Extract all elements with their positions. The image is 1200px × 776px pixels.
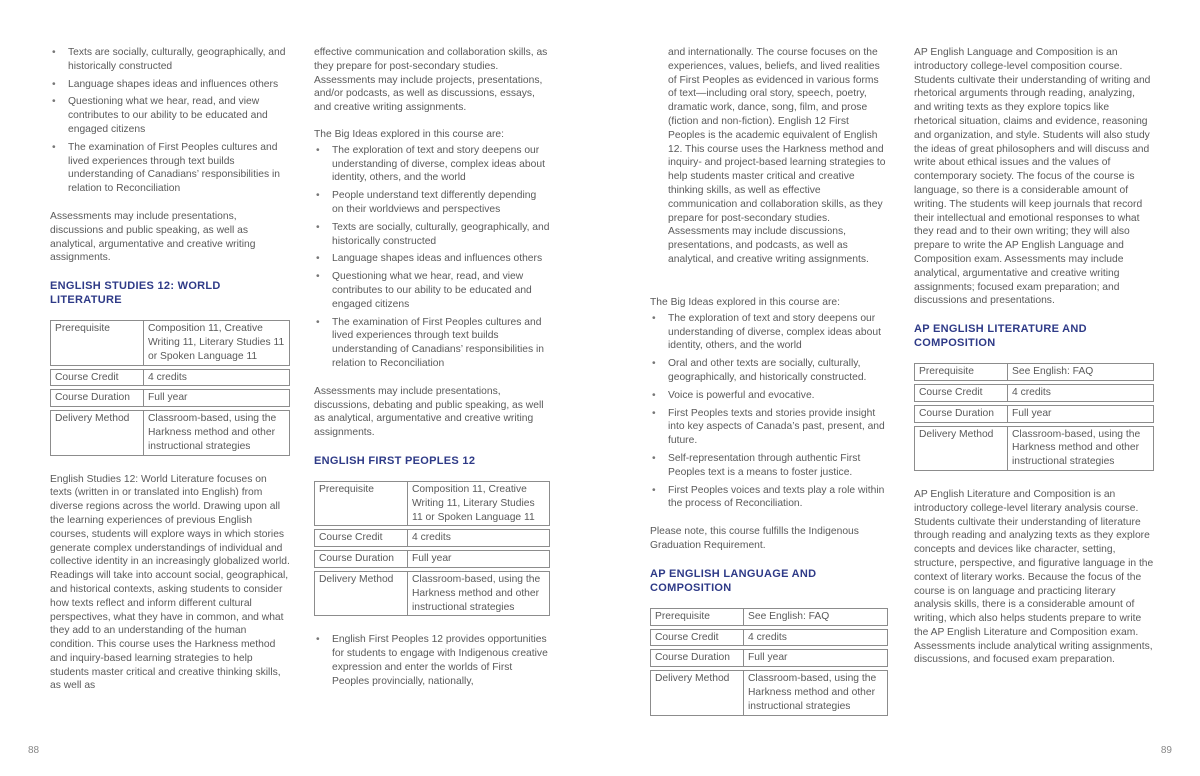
paragraph: effective communication and collaboration skills, as they prepare for post-secondary studies. Assessments may include projects, presentations, and/or podcasts, as well as discussions, essays, and creative writing assignments. [314, 47, 548, 114]
table-row [314, 571, 550, 616]
row-label: Course Credit [314, 529, 407, 547]
table-row [650, 608, 888, 626]
table-row [50, 389, 290, 407]
section-heading: AP ENGLISH LANGUAGE AND COMPOSITION [650, 567, 817, 594]
paragraph: and internationally. The course focuses on the experiences, values, beliefs, and lived realities of First Peoples as evidenced in various forms of text—including oral story, speech, poetry, dramatic work, dance, song, film, and prose (fiction and non-fiction). English 12 First Peoples is the academic equivalent of English 12. This course uses the Harkness method and inquiry- and project-based learning strategies to help students master critical and creative thinking skills, as well as effective communication and collaboration skills, as they prepare for post-secondary studies. Assessments may include discussions, presentations, and podcasts, as well as analytical, and creative writing assignments. [668, 47, 886, 265]
bullet-list [314, 144, 550, 371]
table-row [914, 363, 1154, 381]
column-1 [50, 46, 290, 706]
page-number-left: 88 [28, 745, 40, 756]
table-row [650, 670, 888, 715]
bullet-list [314, 633, 550, 688]
paragraph: Assessments may include presentations, discussions and public speaking, as well as analytical, argumentative and creative writing assignments. [50, 210, 256, 264]
section-heading: ENGLISH FIRST PEOPLES 12 [314, 454, 476, 467]
row-value: Full year [743, 649, 888, 667]
list-item: • Texts are socially, culturally, geographically, and historically constructed [50, 46, 290, 74]
row-label: Delivery Method [914, 426, 1007, 471]
row-label: Prerequisite [914, 363, 1007, 381]
table-row [314, 481, 550, 526]
list-item: • English First Peoples 12 provides opportunities for students to engage with Indigenous creative expression and enter the worlds of First Peoples provincially, nationally, [314, 633, 550, 688]
table-row [650, 649, 888, 667]
row-label: Delivery Method [650, 670, 743, 715]
row-label: Prerequisite [314, 481, 407, 526]
list-item: • Texts are socially, culturally, geographically, and historically constructed [314, 221, 550, 249]
row-label: Delivery Method [314, 571, 407, 616]
row-label: Course Duration [314, 550, 407, 568]
table-row [650, 629, 888, 647]
course-info-table [914, 360, 1154, 474]
list-item: • Oral and other texts are socially, culturally, geographically, and historically constructed. [650, 357, 888, 385]
table-row [914, 426, 1154, 471]
row-value: Full year [1007, 405, 1154, 423]
row-label: Delivery Method [50, 410, 143, 455]
column-2 [314, 46, 550, 702]
row-label: Prerequisite [50, 320, 143, 365]
course-info-table [50, 317, 290, 458]
column-4 [914, 46, 1154, 680]
table-row [50, 320, 290, 365]
paragraph: AP English Language and Composition is an introductory college-level composition course. Students cultivate their understanding of writing and rhetorical arguments through reading, analyzing, and writing texts as they explore topics like rhetorical situation, claims and evidence, reasoning and organization, and style. Students will also study the ideas of great philosophers and will discuss and write about ethical issues and the values of contemporary society. The focus of the course is language, so there is a considerable amount of writing. The students will keep journals that record their intellectual and emotional responses to what they read and to their own writing; they will also prepare to write the AP English Language and Composition exam. Assessments may include analytical, argumentative and creative writing assignments; focused exam preparation; and discussions and presentations. [914, 47, 1151, 307]
paragraph: Assessments may include presentations, discussions, debating and public speaking, as well as analytical, argumentative and creative writing assignments. [314, 385, 544, 439]
row-label: Course Credit [650, 629, 743, 647]
row-value: See English: FAQ [743, 608, 888, 626]
row-value: Full year [143, 389, 290, 407]
table-row [314, 529, 550, 547]
list-item: • Questioning what we hear, read, and view contributes to our ability to be educated and engaged citizens [314, 270, 550, 311]
list-item: • First Peoples texts and stories provide insight into key aspects of Canada’s past, present, and future. [650, 407, 888, 448]
list-item: • People understand text differently depending on their worldviews and perspectives [314, 189, 550, 217]
row-value: 4 credits [143, 369, 290, 387]
paragraph: AP English Literature and Composition is an introductory college-level literary analysis course. Students cultivate their understanding of literature through reading and analyzing texts as they explore concepts and devices like character, setting, structure, perspective, and figurative language in the context of literary works. Because the focus of the course is on language and practicing literary analysis skills, there is a considerable amount of writing, which also helps students prepare to write the AP English Literature and Composition exam. Assessments include analytical writing assignments, discussions, and focused exam preparation. [914, 488, 1154, 666]
row-label: Course Duration [650, 649, 743, 667]
row-value: Classroom-based, using the Harkness method and other instructional strategies [743, 670, 888, 715]
column-3 [650, 46, 888, 280]
row-value: Classroom-based, using the Harkness method and other instructional strategies [1007, 426, 1154, 471]
table-row [50, 410, 290, 455]
row-label: Course Credit [50, 369, 143, 387]
section-heading: ENGLISH STUDIES 12: WORLD LITERATURE [50, 280, 221, 307]
row-value: Composition 11, Creative Writing 11, Literary Studies 11 or Spoken Language 11 [407, 481, 550, 526]
row-value: Classroom-based, using the Harkness method and other instructional strategies [407, 571, 550, 616]
list-item: • The exploration of text and story deepens our understanding of diverse, complex ideas about identity, others, and the world [314, 144, 550, 185]
page-number-right: 89 [1160, 745, 1172, 756]
table-row [914, 384, 1154, 402]
list-item: • Questioning what we hear, read, and view contributes to our ability to be educated and engaged citizens [50, 95, 290, 136]
row-value: Classroom-based, using the Harkness method and other instructional strategies [143, 410, 290, 455]
list-item: • The examination of First Peoples cultures and lived experiences through text builds understanding of Canadians’ responsibilities in relation to Reconciliation [314, 316, 550, 371]
row-label: Prerequisite [650, 608, 743, 626]
list-item: • Self-representation through authentic First Peoples text is a means to foster justice. [650, 452, 888, 480]
list-item: • The exploration of text and story deepens our understanding of diverse, complex ideas about identity, others, and the world [650, 312, 888, 353]
table-row [50, 369, 290, 387]
paragraph: The Big Ideas explored in this course are: [650, 297, 841, 308]
list-item: • Voice is powerful and evocative. [650, 389, 888, 403]
column-3-continued [650, 296, 888, 733]
paragraph: Please note, this course fulfills the Indigenous Graduation Requirement. [650, 526, 859, 551]
paragraph: The Big Ideas explored in this course are: [314, 128, 505, 140]
row-value: See English: FAQ [1007, 363, 1154, 381]
row-label: Course Duration [914, 405, 1007, 423]
list-item: • Language shapes ideas and influences others [314, 252, 550, 266]
list-item: • Language shapes ideas and influences others [50, 78, 290, 92]
row-value: Composition 11, Creative Writing 11, Literary Studies 11 or Spoken Language 11 [143, 320, 290, 365]
course-info-table [650, 605, 888, 719]
section-heading: AP ENGLISH LITERATURE AND COMPOSITION [914, 323, 1087, 350]
table-row [314, 550, 550, 568]
row-value: Full year [407, 550, 550, 568]
row-label: Course Credit [914, 384, 1007, 402]
row-value: 4 credits [743, 629, 888, 647]
list-item: • First Peoples voices and texts play a role within the process of Reconciliation. [650, 484, 888, 512]
bullet-list [50, 46, 290, 196]
paragraph: English Studies 12: World Literature focuses on texts (written in or translated into English) from diverse regions across the world. Drawing upon all the learning experiences of previous English courses, students will explore ways in which stories generate complex understandings of individual and collective identity in an increasingly globalized world. Readings will take into account social, geographical, and historical contexts, asking students to consider how texts reflect and inform different cultural perspectives, what they have in common, and what they add to an understanding of the human condition. This course uses the Harkness method and inquiry-based learning strategies to help students master critical and creative thinking skills, as well as [50, 473, 290, 692]
row-value: 4 credits [1007, 384, 1154, 402]
course-info-table [314, 478, 550, 619]
row-value: 4 credits [407, 529, 550, 547]
bullet-list [650, 312, 888, 511]
row-label: Course Duration [50, 389, 143, 407]
list-item: • The examination of First Peoples cultures and lived experiences through text builds understanding of Canadians’ responsibilities in relation to Reconciliation [50, 141, 290, 196]
table-row [914, 405, 1154, 423]
